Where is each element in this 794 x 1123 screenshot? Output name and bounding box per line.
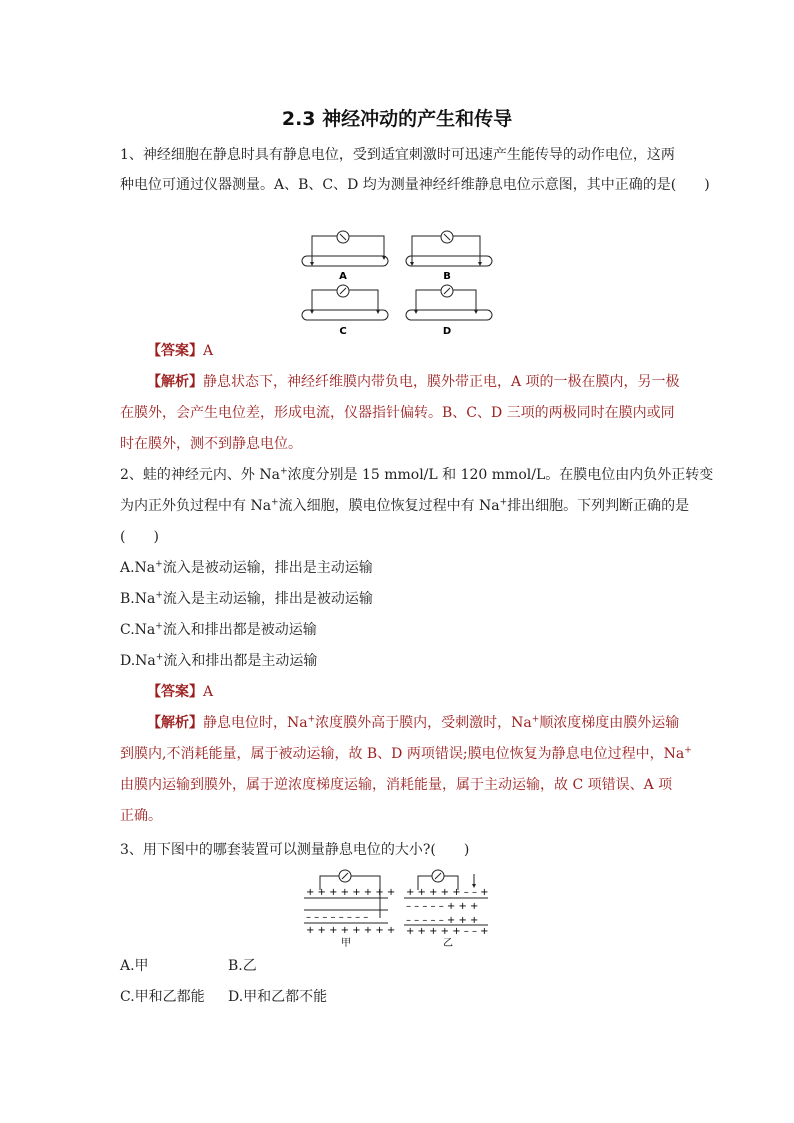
q2-answer (147, 682, 213, 702)
q2-sup-d: + (155, 652, 164, 663)
q2-an2-a: 到膜内,不消耗能量，属于被动运输，故 B、D 两项错误;膜电位恢复为静息电位过程中，Na (120, 746, 685, 762)
q2-sup-1: + (279, 466, 288, 477)
q2-stem-line2-a: 为内正外负过程中有 Na (120, 498, 272, 514)
q1-figure-d (406, 285, 492, 337)
q2-stem-line2-b: 流入细胞，膜电位恢复过程中有 Na (278, 498, 500, 514)
q3-yi-minus-top: – – – – – + + + (406, 901, 479, 912)
q2-option-d-prefix: D.Na (120, 653, 156, 669)
q3-figure (300, 866, 495, 948)
q2-sup-c: + (155, 621, 163, 632)
q3-option-d: D.甲和乙都不能 (228, 989, 328, 1005)
q2-option-a (120, 558, 373, 578)
q3-option-c: C.甲和乙都能 (120, 989, 205, 1005)
q3-yi-plus-bottom: + + + + + – – + (406, 926, 489, 937)
q1-stem-line2: 种电位可通过仪器测量。A、B、C、D 均为测量神经纤维静息电位示意图，其中正确的是( ) (120, 177, 710, 193)
q1-analysis-line3: 时在膜外，测不到静息电位。 (120, 436, 302, 452)
q3-figure-yi (404, 870, 489, 948)
q3-stem: 3、用下图中的哪套装置可以测量静息电位的大小?( ) (120, 842, 470, 858)
q3-label-yi: 乙 (443, 938, 453, 948)
q2-stem-line3: ( ) (120, 529, 159, 545)
q1-answer-tag: 【答案】 (147, 343, 203, 359)
q2-analysis-line2 (120, 744, 692, 764)
q1-analysis-text1: 静息状态下，神经纤维膜内带负电，膜外带正电，A 项的一极在膜内，另一极 (203, 374, 680, 390)
q1-figure-b (406, 231, 492, 282)
q2-an1-c: 顺浓度梯度由膜外运输 (539, 715, 680, 731)
q1-figure-a (302, 231, 388, 282)
q2-option-d-text: 流入和排出都是主动运输 (163, 653, 318, 669)
q1-label-c: C (339, 326, 347, 337)
q2-answer-tag: 【答案】 (147, 684, 203, 700)
q2-analysis-line1 (147, 713, 679, 733)
page-title: 2.3 神经冲动的产生和传导 (281, 108, 513, 130)
q2-answer-value: A (203, 684, 214, 700)
q1-analysis-line2: 在膜外，会产生电位差，形成电流，仪器指针偏转。B、C、D 三项的两极同时在膜内或同 (120, 405, 675, 421)
q2-an-sup-2: + (531, 714, 540, 725)
q1-label-d: D (442, 326, 452, 337)
q3-figure-jia (304, 870, 395, 948)
q1-stem-line1: 1、神经细胞在静息时具有静息电位，受到适宜刺激时可迅速产生能传导的动作电位，这两 (120, 147, 675, 163)
q3-label-jia: 甲 (341, 938, 351, 948)
q2-analysis-line3: 由膜内运输到膜外，属于逆浓度梯度运输，消耗能量，属于主动运输，故 C 项错误、A 项 (120, 777, 673, 793)
q2-option-b (120, 589, 373, 609)
q1-figure-c (302, 285, 388, 337)
q2-sup-2: + (271, 497, 279, 508)
q3-yi-minus-bottom: – – – – – + + + (406, 915, 479, 926)
q2-an-sup-3: + (684, 745, 692, 756)
q2-option-c-prefix: C.Na (120, 622, 156, 638)
q2-analysis-tag: 【解析】 (147, 715, 203, 731)
q1-analysis-line1 (147, 372, 680, 392)
q3-jia-plus-top: + + + + + + + + (306, 887, 396, 898)
q2-option-b-text: 流入是主动运输，排出是被动运输 (162, 591, 373, 607)
q2-an1-a: 静息电位时，Na (203, 715, 308, 731)
q2-sup-3: + (499, 497, 508, 508)
q3-jia-minus: – – – – – – – – (306, 912, 369, 923)
q2-an-sup-1: + (307, 714, 316, 725)
q2-option-b-prefix: B.Na (120, 591, 156, 607)
q1-figure (300, 228, 500, 340)
q2-analysis-line4: 正确。 (120, 808, 162, 824)
q2-stem-line2 (120, 496, 689, 516)
q2-sup-b: + (155, 590, 163, 601)
q2-option-d (120, 651, 317, 671)
q2-option-a-text: 流入是被动运输，排出是主动运输 (162, 560, 373, 576)
q1-analysis-tag: 【解析】 (147, 374, 203, 390)
q2-option-c (120, 620, 317, 640)
q1-answer (147, 341, 213, 361)
q1-label-a: A (339, 271, 347, 282)
q3-option-a: A.甲 (120, 958, 149, 974)
q3-option-b: B.乙 (228, 958, 257, 974)
q2-option-a-prefix: A.Na (120, 560, 156, 576)
q2-an1-b: 浓度膜外高于膜内，受刺激时，Na (315, 715, 532, 731)
q2-stem-line2-c: 排出细胞。下列判断正确的是 (507, 498, 690, 514)
q1-label-b: B (443, 271, 451, 282)
q1-answer-value: A (203, 343, 214, 359)
q3-yi-plus-top: + + + + + – – + (406, 887, 489, 898)
q2-option-c-text: 流入和排出都是被动运输 (162, 622, 317, 638)
q3-jia-plus-bottom: + + + + + + + + (306, 925, 396, 936)
q2-stem-line1-b: 浓度分别是 15 mmol/L 和 120 mmol/L。在膜电位由内负外正转变 (287, 467, 714, 483)
q2-sup-a: + (155, 559, 163, 570)
q2-stem-line1 (120, 465, 713, 485)
q2-stem-line1-a: 2、蛙的神经元内、外 Na (120, 467, 280, 483)
